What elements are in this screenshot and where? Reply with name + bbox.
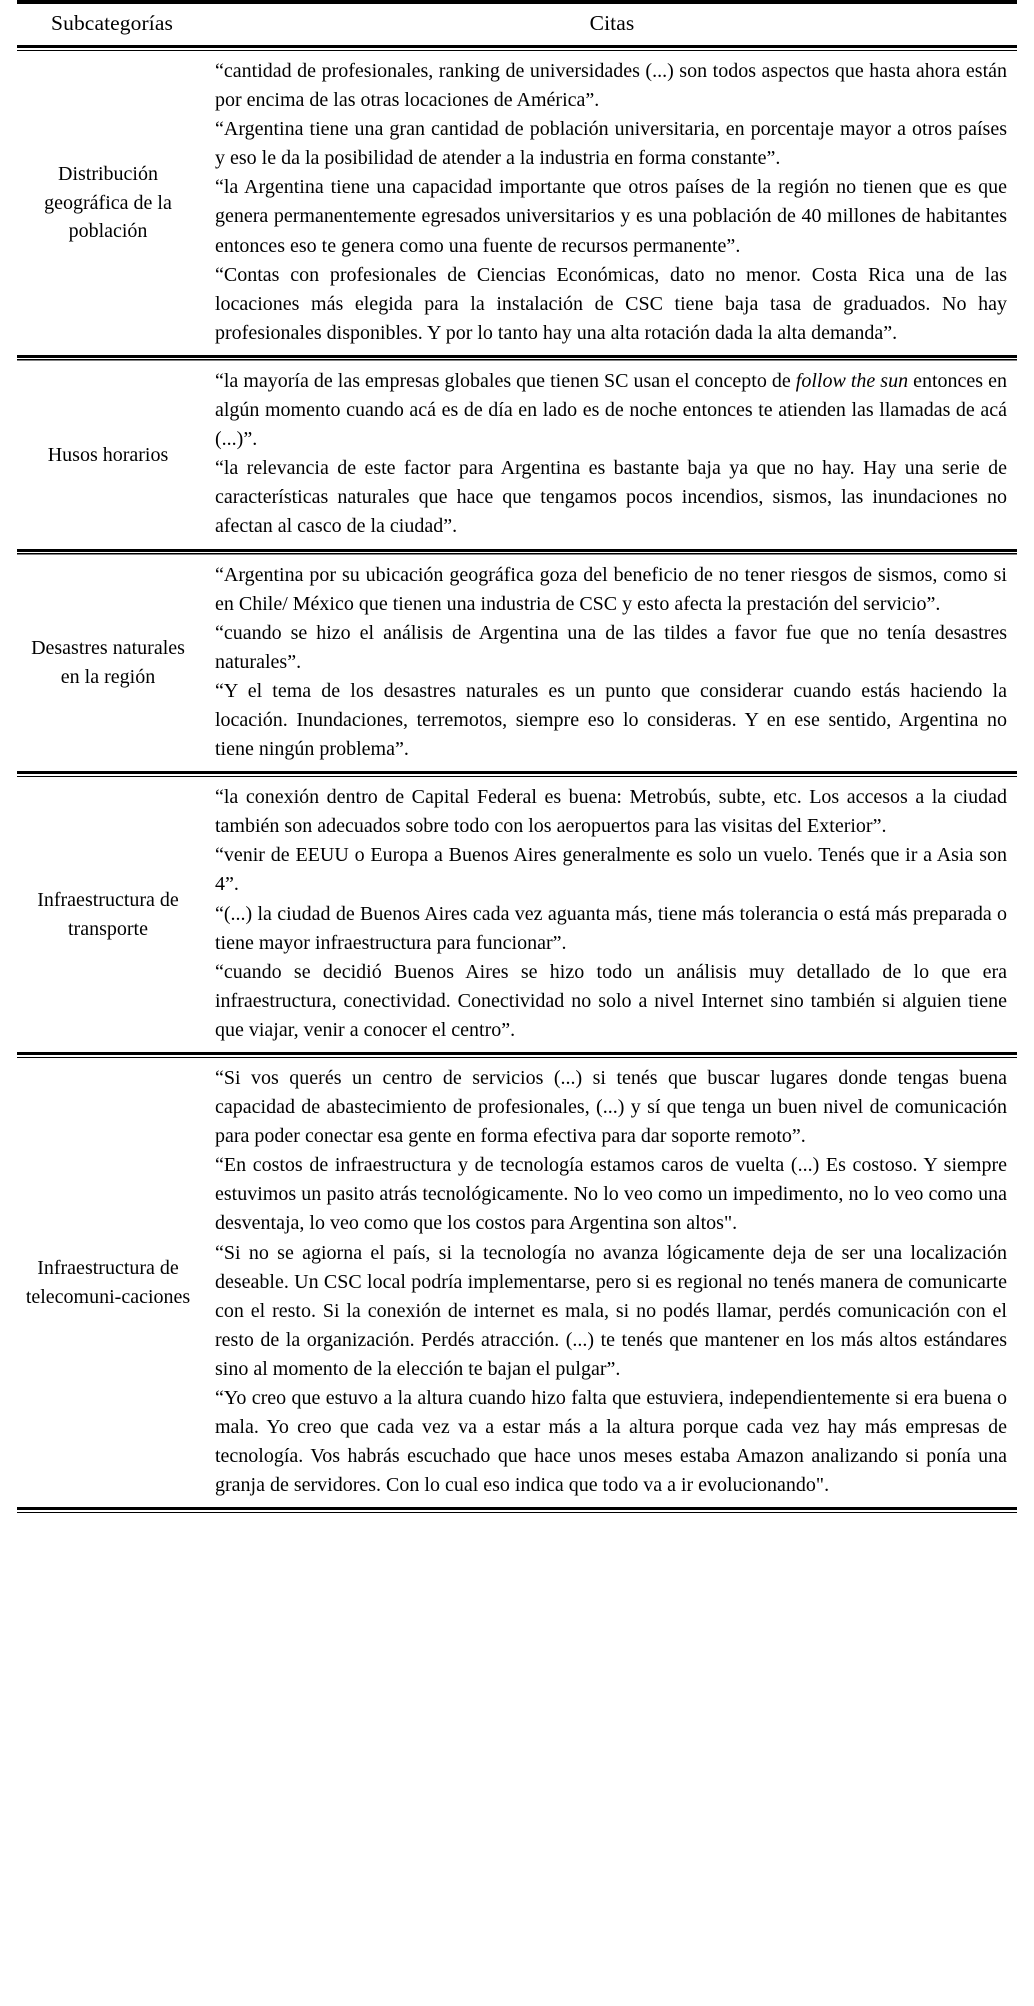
quote-paragraph: “Yo creo que estuvo a la altura cuando hizo falta que estuviera, independientemente si era buena o mala. Yo creo que cada vez va a estar más a la altura porque cada vez hay más empresas de tecnología. Vos habrás escuchado que hace unos meses estaba Amazon analizando si ponía una granja de servidores. Con lo cual eso indica que todo va a ir evolucionando".	[215, 1387, 1007, 1497]
quotes-cell	[207, 361, 1017, 549]
subcategory-label: Infraestructura de telecomuni-caciones	[25, 1257, 191, 1308]
quote-paragraph: “(...) la ciudad de Buenos Aires cada vez aguanta más, tiene más tolerancia o está más preparada o tiene mayor infraestructura para funcionar”.	[215, 902, 1007, 954]
table-body	[17, 51, 1017, 1507]
quote-paragraph: “la mayoría de las empresas globales que tienen SC usan el concepto de follow the sun entonces en algún momento cuando acá es de día en lado es de noche entonces te atienden las llamadas de acá (...)”.	[215, 369, 1007, 451]
table-footer	[17, 1507, 1017, 1513]
quote-paragraph: “Argentina por su ubicación geográfica goza del beneficio de no tener riesgos de sismos, como si en Chile/ México que tienen una industria de CSC y esto afecta la prestación del servicio”.	[215, 563, 1007, 615]
quote-paragraph: “Contas con profesionales de Ciencias Económicas, dato no menor. Costa Rica una de las locaciones más elegida para la instalación de CSC tiene baja tasa de graduados. No hay profesionales disponibles. Y por lo tanto hay una alta rotación dada la alta demanda”.	[215, 263, 1007, 344]
table-row	[17, 361, 1017, 549]
qualitative-quotes-table	[17, 0, 1017, 1513]
table-row	[17, 555, 1017, 772]
table-row	[17, 51, 1017, 355]
quote-paragraph: “la Argentina tiene una capacidad importante que otros países de la región no tienen que es que genera permanentemente egresados universitarios y es una población de 40 millones de habitantes entonces eso te genera como una fuente de recursos permanente”.	[215, 176, 1007, 257]
quotes-cell	[207, 555, 1017, 772]
table-row	[17, 777, 1017, 1052]
table-bottomrule-row	[17, 1507, 1017, 1513]
quotes-cell	[207, 51, 1017, 355]
column-header-subcategorias: Subcategorías	[51, 11, 173, 35]
quote-paragraph: “Si vos querés un centro de servicios (...) si tenés que buscar lugares donde tengas buena capacidad de abastecimiento de profesionales, (...) y sí que tenga un buen nivel de comunicación para poder conectar esa gente en forma efectiva para dar soporte remoto”.	[215, 1067, 1007, 1148]
quote-paragraph: “la relevancia de este factor para Argentina es bastante baja ya que no hay. Hay una serie de características naturales que hace que tengamos pocos incendios, sismos, las inundaciones no afectan al casco de la ciudad”.	[215, 457, 1007, 538]
quotes-cell	[207, 777, 1017, 1052]
quotes-cell	[207, 1058, 1017, 1507]
table-bottom-rule	[17, 1507, 1017, 1513]
subcategory-label: Infraestructura de transporte	[37, 889, 179, 940]
quote-paragraph: “la conexión dentro de Capital Federal es buena: Metrobús, subte, etc. Los accesos a la ciudad también son adecuados sobre todo con los aeropuertos para las visitas del Exterior”.	[215, 786, 1007, 838]
quote-paragraph: “venir de EEUU o Europa a Buenos Aires generalmente es solo un vuelo. Tenés que ir a Asia son 4”.	[215, 844, 1007, 896]
quote-paragraph: “Argentina tiene una gran cantidad de población universitaria, en porcentaje mayor a otros países y eso le da la posibilidad de atender a la industria en forma constante”.	[215, 118, 1007, 170]
subcategory-label: Distribución geográfica de la población	[44, 163, 172, 243]
quote-paragraph: “Y el tema de los desastres naturales es un punto que considerar cuando estás haciendo la locación. Inundaciones, terremotos, siempre eso lo consideras. Y en ese sentido, Argentina no tiene ningún problema”.	[215, 679, 1007, 761]
table-row	[17, 1058, 1017, 1507]
quote-paragraph: “cuando se hizo el análisis de Argentina una de las tildes a favor fue que no tenía desastres naturales”.	[215, 621, 1007, 673]
quote-paragraph: “cuando se decidió Buenos Aires se hizo todo un análisis muy detallado de lo que era infraestructura, conectividad. Conectividad no solo a nivel Internet sino también si alguien tiene que viajar, venir a conocer el centro”.	[215, 960, 1007, 1041]
quote-paragraph: “Si no se agiorna el país, si la tecnología no avanza lógicamente deja de ser una localización deseable. Un CSC local podría implementarse, pero si es regional no tenés manera de comunicarte con el resto. Si la conexión de internet es mala, si no podés llamar, perdés comunicación con el resto de la organización. Perdés atracción. (...) te tenés que mantener en los más altos estándares sino al momento de la elección te bajan el pulgar”.	[215, 1241, 1007, 1380]
subcategory-label: Husos horarios	[47, 443, 169, 466]
subcategory-label: Desastres naturales en la región	[31, 637, 185, 688]
table-header-row	[17, 4, 1017, 45]
quote-paragraph: “cantidad de profesionales, ranking de universidades (...) son todos aspectos que hasta ahora están por encima de las otras locaciones de América”.	[215, 60, 1007, 112]
column-header-citas: Citas	[589, 11, 635, 35]
quote-paragraph: “En costos de infraestructura y de tecnología estamos caros de vuelta (...) Es costoso. Y siempre estuvimos un pasito atrás tecnológicamente. No lo veo como un impedimento, no lo veo como una desventaja, lo veo como que los costos para Argentina son altos".	[215, 1154, 1007, 1235]
table-header	[17, 0, 1017, 51]
